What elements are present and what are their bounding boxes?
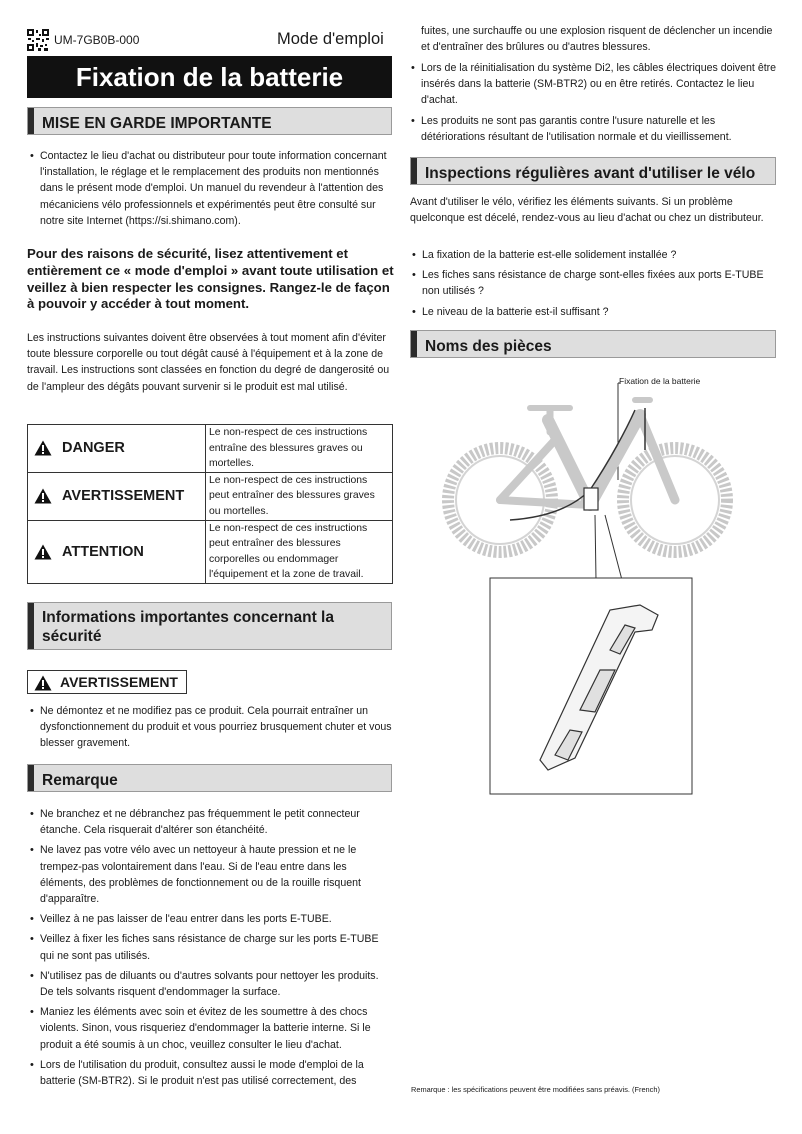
warning-triangle-icon [34,675,52,691]
section-heading-parts: Noms des pièces [410,330,776,358]
list-item: • Le niveau de la batterie est-il suffisant ? [412,304,776,320]
section-heading-remark: Remarque [27,764,392,792]
inspections-intro: Avant d'utiliser le vélo, vérifiez les éléments suivants. Si un problème quelconque est décelé, rendez-vous au lieu d'achat ou chez un distributeur. [410,196,764,225]
model-number: UM-7GB0B-000 [54,33,140,47]
warning-label: AVERTISSEMENT [60,674,178,690]
page-title: Fixation de la batterie [27,56,392,98]
safety-list [30,703,392,756]
table-row [28,520,393,583]
warning-triangle-icon [34,488,52,504]
list-item: • Contactez le lieu d'achat ou distributeur pour toute information concernant l'installation, le réglage et le remplacement des produits non mentionnés dans le présent mode d'emploi. Un manuel du revendeur à l'attention des mécaniciens vélo professionnels et expérimentés peut être consulté sur notre site Internet (https://si.shimano.com). [30,148,390,229]
section-heading-important: MISE EN GARDE IMPORTANTE [27,107,392,135]
list-item: • La fixation de la batterie est-elle solidement installée ? [412,247,776,263]
remark-list-continued [411,60,777,149]
list-item: • Maniez les éléments avec soin et évitez de les soumettre à des chocs violents. Sinon, vous risqueriez d'endommager la batterie interne. Si le produit a été soumis à un choc, veuillez consulter le lieu d'achat. [30,1004,392,1053]
bike-diagram [430,370,750,800]
hazard-text: Le non-respect de ces instructions entraîne des blessures graves ou mortelles. [206,425,393,473]
list-item: • N'utilisez pas de diluants ou d'autres solvants pour nettoyer les produits. De tels solvants risquent d'endommager la surface. [30,968,392,1000]
warning-badge [27,670,187,694]
warning-triangle-icon [34,544,52,560]
table-row [28,472,393,520]
list-item: • Lors de l'utilisation du produit, consultez aussi le mode d'emploi de la batterie (SM-BTR2). Si le produit n'est pas utilisé correctement, des [30,1057,392,1089]
hazard-label: AVERTISSEMENT [62,488,185,505]
section-heading-inspections: Inspections régulières avant d'utiliser le vélo [410,157,776,185]
important-list [30,148,390,233]
list-item: • Ne branchez et ne débranchez pas fréquemment le petit connecteur étanche. Cela risquerait d'altérer son étanchéité. [30,806,392,838]
list-item: • Veillez à ne pas laisser de l'eau entrer dans les ports E-TUBE. [30,911,392,927]
hazard-text: Le non-respect de ces instructions peut entraîner des blessures corporelles ou endommager l'équipement et la zone de travail. [206,520,393,583]
list-item: • Ne lavez pas votre vélo avec un nettoyeur à haute pression et ne le trempez-pas volontairement dans l'eau. Si de l'eau entre dans les éléments, des problèmes de fonctionnement ou de la rouille risquent d'apparaître. [30,842,392,907]
section-heading-safety: Informations importantes concernant la sécurité [27,602,392,650]
inspections-list [412,247,776,324]
list-item: • Veillez à fixer les fiches sans résistance de charge sur les ports E-TUBE qui ne sont pas utilisés. [30,931,392,963]
list-item: • Les fiches sans résistance de charge sont-elles fixées aux ports E-TUBE non utilisés ? [412,267,776,299]
hazard-label: DANGER [62,440,125,457]
remark-list [30,806,392,1093]
list-item: • Lors de la réinitialisation du système Di2, les câbles électriques doivent être insérés dans la batterie (SM-BTR2) ou en être retirés. Contactez le lieu d'achat. [411,60,777,109]
table-row [28,425,393,473]
hazard-label-cell [28,425,206,473]
list-item: • Ne démontez et ne modifiez pas ce produit. Cela pourrait entraîner un dysfonctionnement du produit et vous pourriez brusquement chuter et vous blesser gravement. [30,703,392,752]
hazard-label: ATTENTION [62,543,144,560]
continuation-text: fuites, une surchauffe ou une explosion risquent de déclencher un incendie et d'entraîner des brûlures ou d'autres blessures. [421,25,773,54]
hazard-intro: Les instructions suivantes doivent être observées à tout moment afin d'éviter toute blessure corporelle ou tout dégât causé à l'équipement et à la zone de travail. Les instructions sont classées en fonction du degré de dangerosité ou de l'ampleur des dégâts pouvant survenir si le produit est mal utilisé. [27,332,390,393]
hazard-table [27,424,393,584]
warning-triangle-icon [34,440,52,456]
hazard-label-cell [28,520,206,583]
footer-note: Remarque : les spécifications peuvent être modifiées sans préavis. (French) [411,1085,660,1094]
qr-code [27,29,49,51]
parts-callout-label: Fixation de la batterie [619,376,701,386]
doc-type: Mode d'emploi [277,30,384,48]
hazard-text: Le non-respect de ces instructions peut entraîner des blessures graves ou mortelles. [206,472,393,520]
hazard-label-cell [28,472,206,520]
list-item: • Les produits ne sont pas garantis contre l'usure naturelle et les détériorations résultant de l'utilisation normale et du vieillissement. [411,113,777,145]
safety-notice-bold: Pour des raisons de sécurité, lisez attentivement et entièrement ce « mode d'emploi » avant toute utilisation et veillez à bien respecter les consignes. Rangez-le de façon à pouvoir y accéder à tout moment. [27,246,394,312]
